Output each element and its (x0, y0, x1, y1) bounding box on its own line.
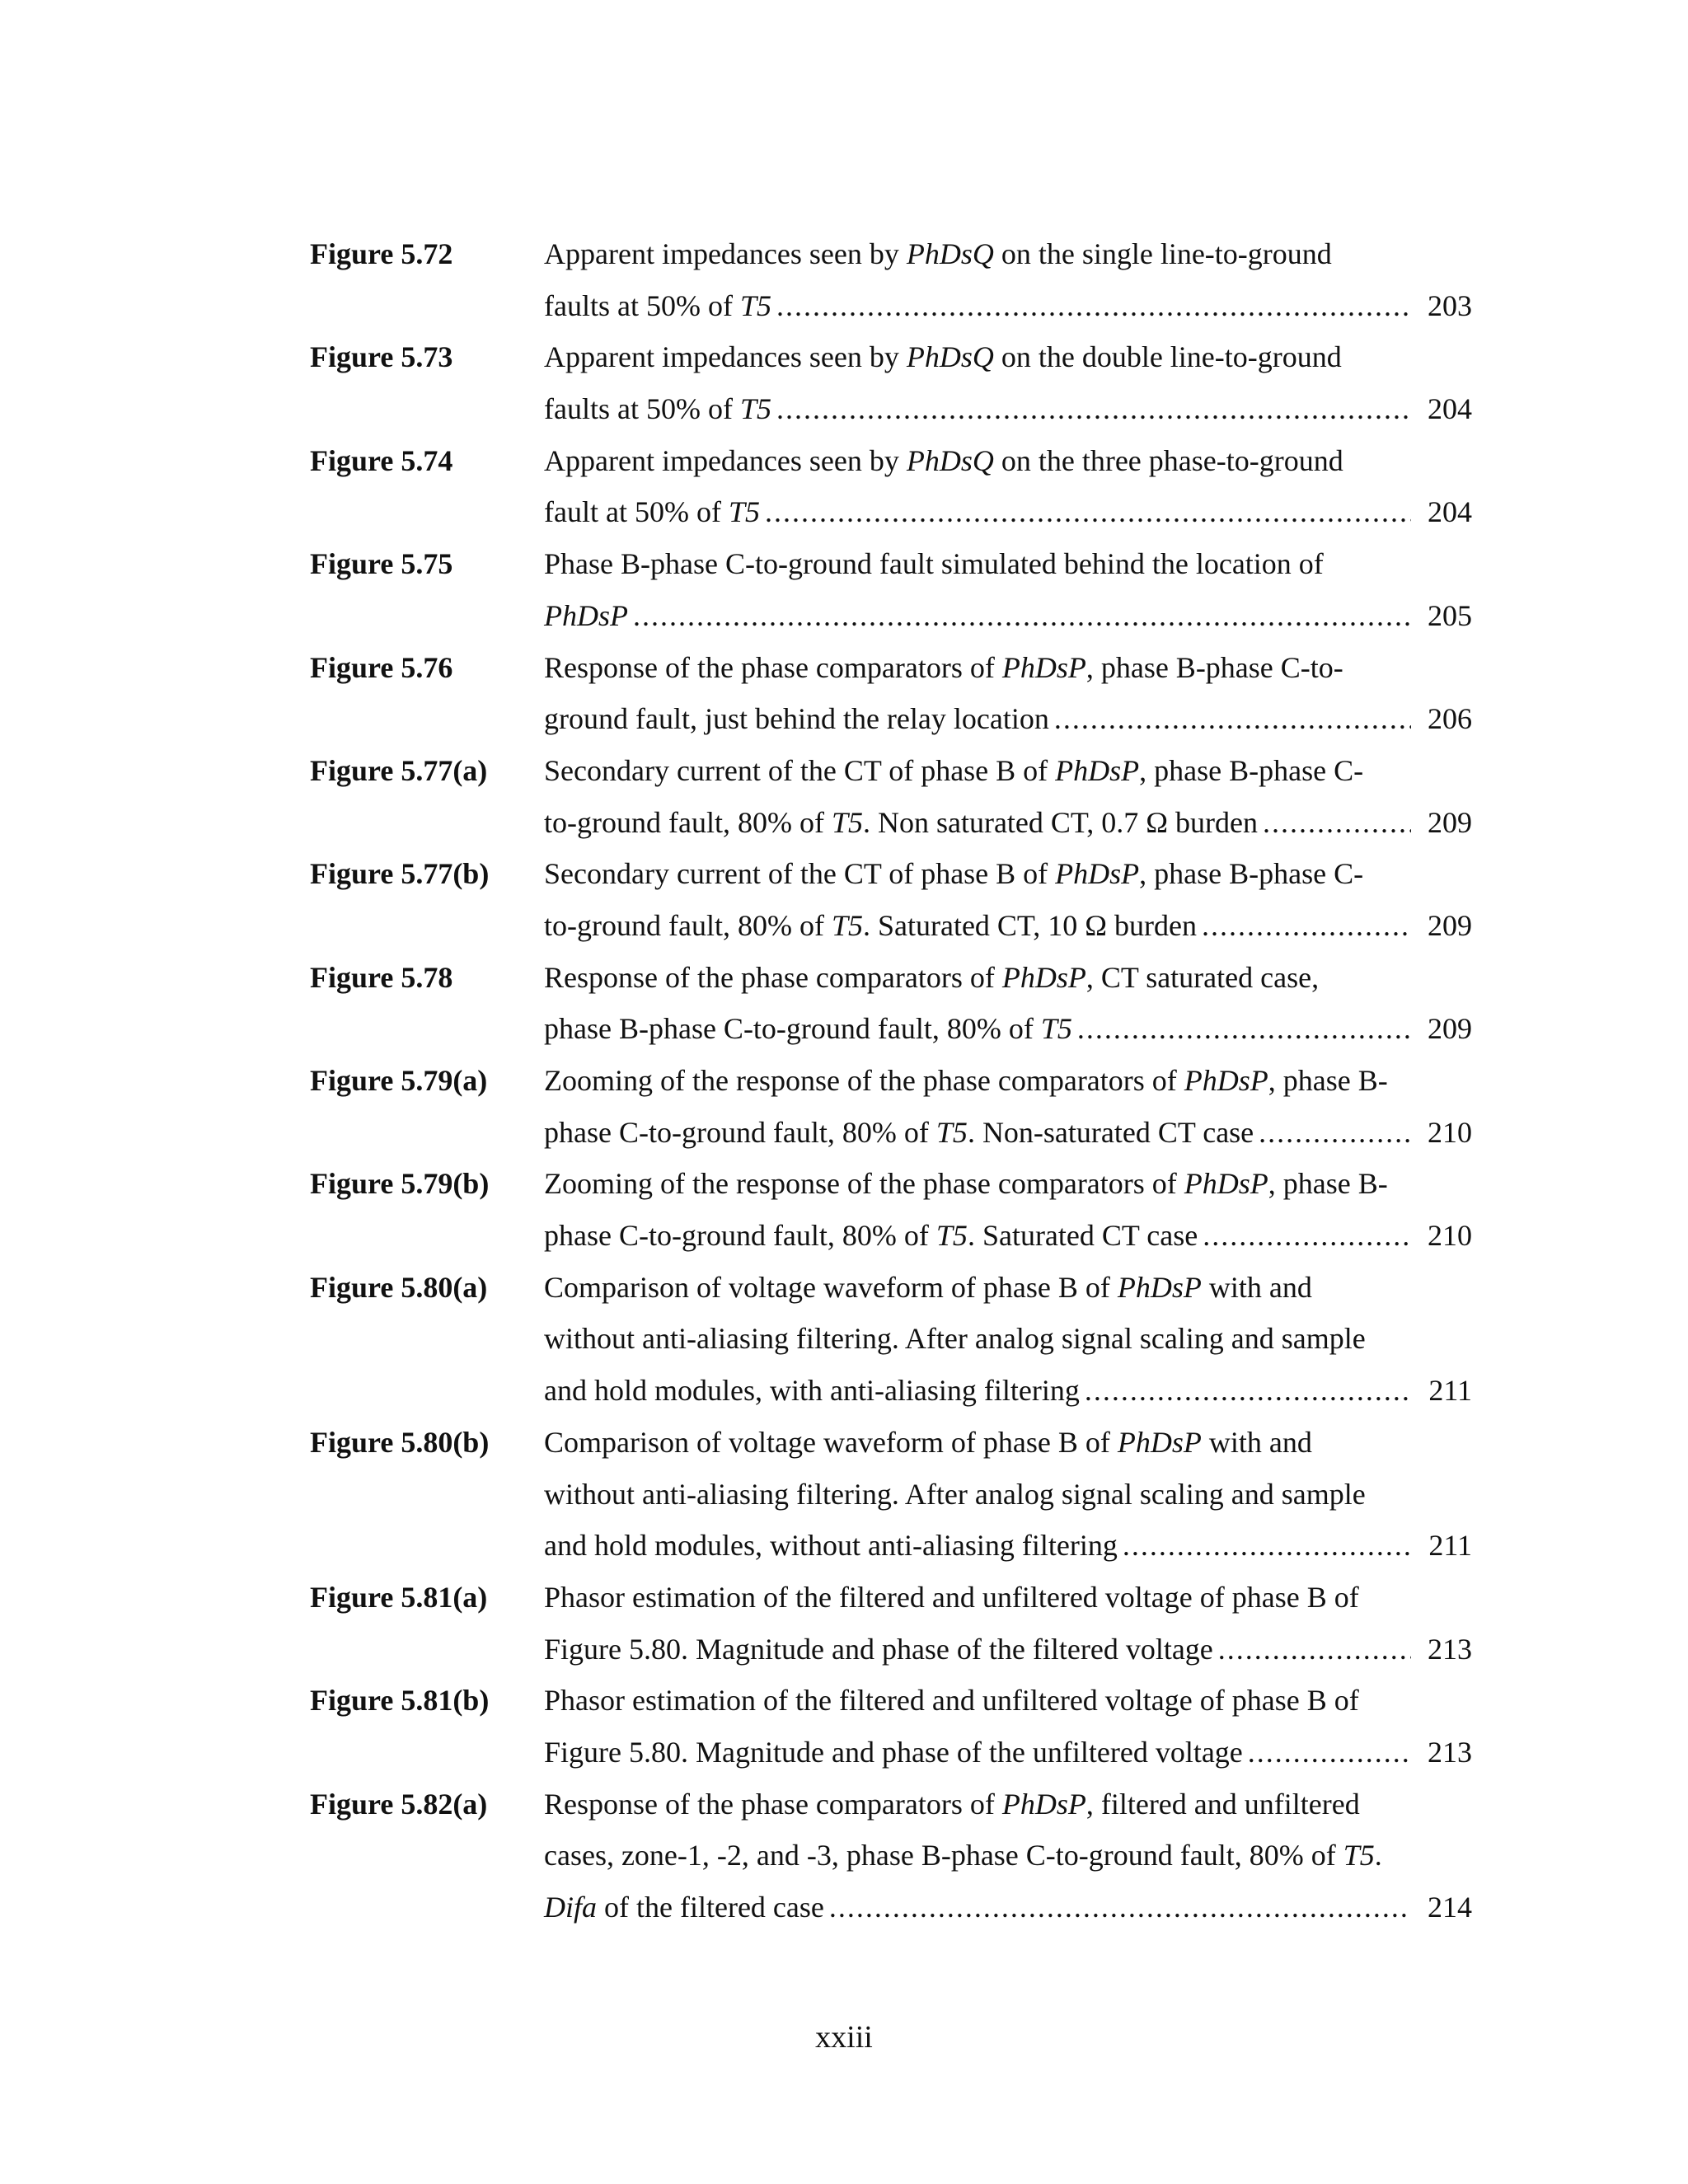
caption-text-segment: , phase B- (1268, 1167, 1388, 1201)
figure-caption (544, 1675, 1472, 1778)
figure-caption (544, 435, 1472, 538)
figure-entry (310, 1158, 1472, 1261)
caption-line (544, 538, 1472, 590)
caption-text (544, 1064, 1388, 1097)
caption-text (544, 1271, 1312, 1304)
caption-line (544, 1675, 1472, 1727)
dot-leader (1123, 1520, 1411, 1572)
figure-caption (544, 1158, 1472, 1261)
caption-text (544, 486, 760, 538)
caption-line (544, 1469, 1472, 1521)
caption-italic-text: PhDsP (1117, 1425, 1202, 1459)
figure-page-number: 205 (1428, 598, 1472, 632)
caption-line (544, 693, 1472, 745)
caption-italic-text: PhDsP (1055, 857, 1140, 891)
dot-leader (1077, 1003, 1411, 1055)
figure-page-number: 213 (1428, 1632, 1472, 1666)
caption-text (544, 1003, 1072, 1055)
dot-leader (1248, 1727, 1411, 1779)
figure-page-number: 206 (1428, 702, 1472, 736)
figure-caption (544, 1779, 1472, 1933)
dot-leader (1054, 693, 1411, 745)
figure-page-number: 210 (1428, 1219, 1472, 1253)
caption-text-segment: ground fault, just behind the relay location (544, 702, 1049, 736)
caption-text (544, 280, 771, 332)
caption-text (544, 1426, 1312, 1459)
caption-text-segment: , phase B-phase C-to- (1085, 650, 1343, 684)
caption-text-segment: . Non saturated CT, 0.7 Ω burden (862, 805, 1258, 839)
caption-text (544, 590, 628, 642)
caption-text-segment: with and (1201, 1425, 1312, 1459)
figure-entry (310, 1055, 1472, 1158)
caption-italic-text: Difa (544, 1891, 598, 1924)
caption-text-segment: . Saturated CT case (967, 1219, 1198, 1253)
caption-italic-text: PhDsP (1117, 1270, 1202, 1304)
caption-text-segment: on the three phase-to-ground (993, 443, 1343, 477)
dot-leader (1263, 797, 1411, 849)
caption-italic-text: PhDsQ (906, 443, 994, 477)
caption-line (544, 1830, 1472, 1882)
caption-line (544, 1158, 1472, 1210)
caption-text (544, 961, 1319, 994)
caption-text-segment: and hold modules, without anti-aliasing filtering (544, 1529, 1118, 1563)
caption-line (544, 642, 1472, 694)
dot-leader (1259, 1107, 1411, 1159)
caption-text (544, 1581, 1359, 1614)
caption-italic-text: T5 (1040, 1012, 1072, 1046)
figure-page-number: 210 (1428, 1115, 1472, 1149)
caption-text (544, 1788, 1360, 1821)
caption-line (544, 1210, 1472, 1262)
dot-leader (829, 1882, 1411, 1933)
caption-text-segment: Comparison of voltage waveform of phase B of (544, 1270, 1118, 1304)
caption-line (544, 1624, 1472, 1675)
caption-text-segment: Zooming of the response of the phase comparators of (544, 1167, 1184, 1201)
caption-text (544, 1167, 1388, 1200)
caption-line (544, 1727, 1472, 1779)
figure-caption (544, 1262, 1472, 1417)
caption-line (544, 1417, 1472, 1469)
caption-line (544, 1055, 1472, 1107)
dot-leader (765, 486, 1411, 538)
figure-label: Figure 5.80(b) (310, 1425, 490, 1459)
caption-text-segment: Apparent impedances seen by (544, 340, 907, 374)
figure-caption (544, 848, 1472, 951)
caption-line (544, 745, 1472, 797)
figure-entry (310, 642, 1472, 745)
caption-italic-text: T5 (1343, 1839, 1375, 1872)
caption-italic-text: T5 (935, 1115, 968, 1149)
caption-text-segment: Response of the phase comparators of (544, 650, 1002, 684)
caption-text (544, 1365, 1080, 1417)
caption-text-segment: with and (1201, 1270, 1312, 1304)
figure-label: Figure 5.81(b) (310, 1684, 490, 1718)
list-of-figures (310, 228, 1472, 1933)
caption-line (544, 952, 1472, 1004)
caption-text-segment: Secondary current of the CT of phase B of (544, 753, 1056, 787)
figure-entry (310, 1675, 1472, 1778)
figure-entry (310, 228, 1472, 331)
caption-text-segment: Secondary current of the CT of phase B of (544, 857, 1056, 891)
caption-text-segment: and hold modules, with anti-aliasing filtering (544, 1374, 1080, 1408)
caption-text-segment: . Saturated CT, 10 Ω burden (862, 908, 1197, 942)
figure-entry (310, 952, 1472, 1055)
caption-line (544, 280, 1472, 332)
caption-text-segment: . (1374, 1839, 1382, 1872)
figure-label: Figure 5.73 (310, 340, 453, 374)
caption-italic-text: PhDsP (1184, 1064, 1268, 1097)
caption-text (544, 797, 1258, 849)
figure-label: Figure 5.72 (310, 237, 453, 270)
caption-text (544, 1882, 824, 1933)
caption-text (544, 1210, 1198, 1262)
caption-text-segment: fault at 50% of (544, 495, 729, 529)
figure-label: Figure 5.78 (310, 960, 453, 994)
caption-line (544, 1313, 1472, 1365)
caption-text-segment: Apparent impedances seen by (544, 443, 907, 477)
caption-text-segment: Zooming of the response of the phase comparators of (544, 1064, 1184, 1097)
caption-text-segment: , phase B-phase C- (1139, 753, 1364, 787)
figure-page-number: 209 (1428, 805, 1472, 839)
caption-text (544, 444, 1343, 477)
figure-caption (544, 952, 1472, 1055)
figure-label: Figure 5.82(a) (310, 1787, 488, 1821)
caption-text (544, 1478, 1366, 1511)
caption-line (544, 590, 1472, 642)
caption-line (544, 1365, 1472, 1417)
figure-page-number: 209 (1428, 1012, 1472, 1046)
figure-caption (544, 538, 1472, 641)
caption-text-segment: without anti-aliasing filtering. After analog signal scaling and sample (544, 1322, 1366, 1356)
figure-caption (544, 228, 1472, 331)
caption-line (544, 1520, 1472, 1572)
figure-caption (544, 745, 1472, 848)
caption-italic-text: T5 (831, 908, 863, 942)
figure-entry (310, 538, 1472, 641)
caption-italic-text: PhDsP (1001, 1787, 1086, 1821)
caption-line (544, 435, 1472, 487)
caption-line (544, 1003, 1472, 1055)
figure-entry (310, 1417, 1472, 1572)
figure-page-number: 211 (1428, 1529, 1472, 1563)
caption-line (544, 1882, 1472, 1933)
caption-text (544, 1322, 1366, 1355)
figure-label: Figure 5.76 (310, 650, 453, 684)
caption-line (544, 1572, 1472, 1624)
caption-text-segment: , phase B-phase C- (1139, 857, 1364, 891)
caption-italic-text: T5 (739, 288, 771, 322)
caption-text (544, 1520, 1118, 1572)
figure-entry (310, 1779, 1472, 1933)
caption-italic-text: T5 (728, 495, 760, 529)
caption-text (544, 1624, 1213, 1675)
caption-italic-text: T5 (935, 1219, 968, 1253)
figure-entry (310, 435, 1472, 538)
caption-text-segment: phase C-to-ground fault, 80% of (544, 1115, 936, 1149)
figure-label: Figure 5.75 (310, 547, 453, 581)
caption-text-segment: faults at 50% of (544, 392, 740, 426)
caption-text (544, 340, 1342, 373)
caption-text-segment: Figure 5.80. Magnitude and phase of the unfiltered voltage (544, 1735, 1243, 1769)
figure-page-number: 204 (1428, 495, 1472, 529)
figure-entry (310, 1572, 1472, 1675)
caption-italic-text: PhDsP (1001, 960, 1086, 994)
figure-caption (544, 331, 1472, 434)
caption-line (544, 383, 1472, 435)
caption-text-segment: , filtered and unfiltered (1085, 1787, 1360, 1821)
figure-page-number: 213 (1428, 1735, 1472, 1769)
caption-text (544, 857, 1363, 890)
caption-text-segment: Phasor estimation of the filtered and unfiltered voltage of phase B of (544, 1684, 1359, 1718)
caption-text-segment: phase C-to-ground fault, 80% of (544, 1219, 936, 1253)
caption-text (544, 1684, 1359, 1717)
figure-entry (310, 848, 1472, 951)
caption-italic-text: PhDsP (1055, 753, 1140, 787)
figure-caption (544, 1055, 1472, 1158)
caption-text-segment: Response of the phase comparators of (544, 960, 1002, 994)
figure-label: Figure 5.74 (310, 443, 453, 477)
page-number-roman: xxiii (815, 2020, 873, 2055)
figure-label: Figure 5.79(b) (310, 1167, 490, 1201)
caption-text-segment: , CT saturated case, (1085, 960, 1320, 994)
caption-text (544, 1727, 1243, 1779)
dot-leader (1203, 1210, 1411, 1262)
caption-text (544, 547, 1324, 580)
caption-line (544, 331, 1472, 383)
dot-leader (1085, 1365, 1411, 1417)
caption-text-segment: to-ground fault, 80% of (544, 908, 832, 942)
caption-line (544, 900, 1472, 952)
figure-label: Figure 5.80(a) (310, 1270, 488, 1304)
dot-leader (1202, 900, 1411, 952)
caption-text-segment: on the double line-to-ground (993, 340, 1342, 374)
figure-caption (544, 1572, 1472, 1675)
dot-leader (633, 590, 1411, 642)
caption-italic-text: PhDsQ (906, 340, 994, 374)
caption-text (544, 1107, 1254, 1159)
figure-caption (544, 642, 1472, 745)
figure-label: Figure 5.77(a) (310, 753, 488, 787)
figure-page-number: 209 (1428, 908, 1472, 942)
figure-entry (310, 331, 1472, 434)
caption-text (544, 1839, 1382, 1872)
caption-text (544, 237, 1332, 270)
caption-line (544, 1107, 1472, 1159)
figure-page-number: 214 (1428, 1891, 1472, 1924)
caption-text-segment: , phase B- (1268, 1064, 1388, 1097)
figure-entry (310, 745, 1472, 848)
dot-leader (776, 383, 1411, 435)
caption-italic-text: PhDsQ (906, 237, 994, 270)
figure-label: Figure 5.79(a) (310, 1064, 488, 1097)
caption-text-segment: Phase B-phase C-to-ground fault simulated behind the location of (544, 547, 1324, 581)
dot-leader (1218, 1624, 1411, 1675)
caption-text-segment: to-ground fault, 80% of (544, 805, 832, 839)
caption-line (544, 848, 1472, 900)
caption-text (544, 754, 1363, 787)
caption-text (544, 900, 1197, 952)
caption-line (544, 797, 1472, 849)
caption-text-segment: phase B-phase C-to-ground fault, 80% of (544, 1012, 1041, 1046)
figure-page-number: 204 (1428, 392, 1472, 426)
caption-text-segment: of the filtered case (597, 1891, 824, 1924)
dot-leader (776, 280, 1411, 332)
caption-italic-text: PhDsP (1001, 650, 1086, 684)
figure-caption (544, 1417, 1472, 1572)
caption-line (544, 228, 1472, 280)
caption-text-segment: on the single line-to-ground (993, 237, 1332, 270)
figure-label: Figure 5.77(b) (310, 857, 490, 891)
caption-text (544, 651, 1343, 684)
caption-text (544, 693, 1049, 745)
caption-text-segment: faults at 50% of (544, 288, 740, 322)
caption-text-segment: Comparison of voltage waveform of phase B of (544, 1425, 1118, 1459)
caption-line (544, 1779, 1472, 1830)
figure-entry (310, 1262, 1472, 1417)
figure-page-number: 203 (1428, 288, 1472, 322)
caption-italic-text: T5 (739, 392, 771, 426)
caption-line (544, 486, 1472, 538)
caption-text-segment: without anti-aliasing filtering. After analog signal scaling and sample (544, 1477, 1366, 1511)
caption-italic-text: T5 (831, 805, 863, 839)
figure-label: Figure 5.81(a) (310, 1580, 488, 1614)
caption-text (544, 383, 771, 435)
caption-text-segment: Figure 5.80. Magnitude and phase of the filtered voltage (544, 1632, 1213, 1666)
caption-text-segment: Response of the phase comparators of (544, 1787, 1002, 1821)
caption-text-segment: . Non-saturated CT case (967, 1115, 1254, 1149)
caption-italic-text: PhDsP (1184, 1167, 1268, 1201)
caption-italic-text: PhDsP (544, 598, 628, 632)
figure-page-number: 211 (1428, 1374, 1472, 1408)
caption-text-segment: Phasor estimation of the filtered and unfiltered voltage of phase B of (544, 1580, 1359, 1614)
caption-line (544, 1262, 1472, 1314)
caption-text-segment: Apparent impedances seen by (544, 237, 907, 270)
caption-text-segment: cases, zone-1, -2, and -3, phase B-phase C-to-ground fault, 80% of (544, 1839, 1343, 1872)
